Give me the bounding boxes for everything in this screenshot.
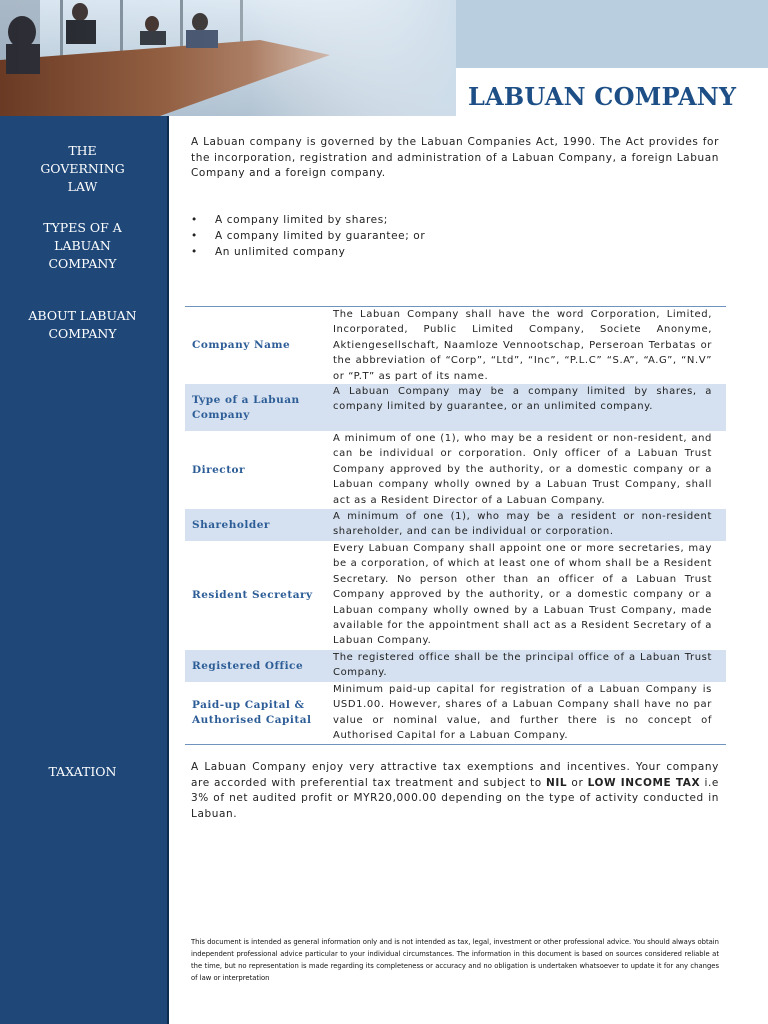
table-row-value: A minimum of one (1), who may be a resident or non-resident shareholder, and can be individual or corporation. — [333, 511, 712, 538]
list-item: • A company limited by guarantee; or — [191, 228, 719, 244]
table-row-value: The Labuan Company shall have the word Corporation, Limited, Incorporated, Public Limited Company, Societe Anonyme, Aktiengesellschaft, Naamloze Vennootschap, Perseroan Terbatas or the abbreviation of “Corp”, “Ltd”, “Inc”, “P.L.C” “S.A”, “A.G”, “N.V” or “P.T” as part of its name. — [333, 309, 712, 382]
header-photo — [0, 0, 456, 116]
header-accent-band — [456, 0, 768, 68]
table-row-label: Resident Secretary — [192, 589, 313, 601]
table-row — [185, 682, 726, 744]
sidebar-label-types — [0, 219, 165, 273]
sidebar-label-line: ABOUT LABUAN — [28, 308, 137, 323]
sidebar-label-line: THE — [68, 143, 97, 158]
table-row — [185, 650, 726, 682]
table-row-label: Paid-up Capital & Authorised Capital — [192, 699, 312, 726]
table-row-label: Registered Office — [192, 659, 304, 672]
table-row — [185, 384, 726, 431]
sidebar-label-taxation: TAXATION — [48, 764, 117, 779]
table-row-value: The registered office shall be the principal office of a Labuan Trust Company. — [333, 652, 712, 679]
taxation-low-income-tax: LOW INCOME TAX — [587, 776, 701, 789]
taxation-text-part: or — [567, 776, 588, 789]
sidebar-label-governing-law — [0, 142, 165, 196]
table-row — [185, 541, 726, 650]
taxation-text — [191, 760, 719, 822]
governing-law-text: A Labuan company is governed by the Labuan Companies Act, 1990. The Act provides for the incorporation, registration and administration of a Labuan Company, a foreign Labuan Company and a foreign company. — [191, 136, 719, 179]
table-row-label: Type of a Labuan Company — [192, 393, 300, 421]
sidebar-label-line: LABUAN — [54, 238, 111, 253]
about-table — [185, 306, 726, 745]
list-item: • An unlimited company — [191, 244, 719, 260]
list-item: • A company limited by shares; — [191, 212, 719, 228]
table-row — [185, 307, 726, 384]
sidebar-label-line: TYPES OF A — [43, 220, 122, 235]
boardroom-meeting-image — [0, 0, 456, 116]
table-row-value: A Labuan Company may be a company limited by shares, a company limited by guarantee, or an unlimited company. — [333, 386, 712, 413]
sidebar-label-line: GOVERNING — [40, 161, 125, 176]
sidebar-label-line: LAW — [67, 179, 98, 194]
sidebar-label-line: COMPANY — [48, 256, 117, 271]
table-row-value: Minimum paid-up capital for registration of a Labuan Company is USD1.00. However, shares of a Labuan Company shall have no par value or nominal value, and further there is no concept of Authorised Capital for a Labuan Company. — [333, 684, 712, 742]
table-row — [185, 431, 726, 509]
sidebar-label-about — [0, 307, 165, 343]
table-row-value: Every Labuan Company shall appoint one or more secretaries, may be a corporation, of which at least one of whom shall be a Resident Secretary. No person other than an officer of a Labuan Trust Company approved by the authority, or a domestic company or a Labuan company wholly owned by a Labuan Trust Company, made available for the appointment shall act as a Resident Secretary of a Labuan Company. — [333, 543, 712, 647]
table-row — [185, 509, 726, 541]
table-row-label: Company Name — [192, 339, 291, 351]
types-list — [191, 212, 719, 260]
taxation-text-part: A Labuan Company enjoy very attractive tax exemptions and incentives. Your company are accorded with preferential tax treatment and subject to — [191, 761, 719, 789]
taxation-nil: NIL — [546, 776, 568, 789]
sidebar-label-line: COMPANY — [48, 326, 117, 341]
table-row-value: A minimum of one (1), who may be a resident or non-resident, and can be individual or corporation. Only officer of a Labuan Trust Company approved by the authority, or a domestic company or a Labuan company wholly owned by a Labuan Trust Company, shall act as a Resident Director of a Labuan Company. — [333, 433, 712, 506]
taxation-text-part: i.e 3% of net audited profit or MYR20,000.00 depending on the type of activity conducted in Labuan. — [191, 776, 719, 820]
table-row-label: Director — [192, 463, 246, 476]
page-title: LABUAN COMPANY — [468, 82, 737, 111]
disclaimer: This document is intended as general information only and is not intended as tax, legal, investment or other professional advice. You should always obtain independent professional advice particular to your individual circumstances. The information in this document is based on sources considered reliable at the time, but no representation is made regarding its completeness or accuracy and no obligation is undertaken whatsoever to update it for any changes of law or interpretation — [191, 938, 719, 982]
table-row-label: Shareholder — [192, 518, 270, 531]
